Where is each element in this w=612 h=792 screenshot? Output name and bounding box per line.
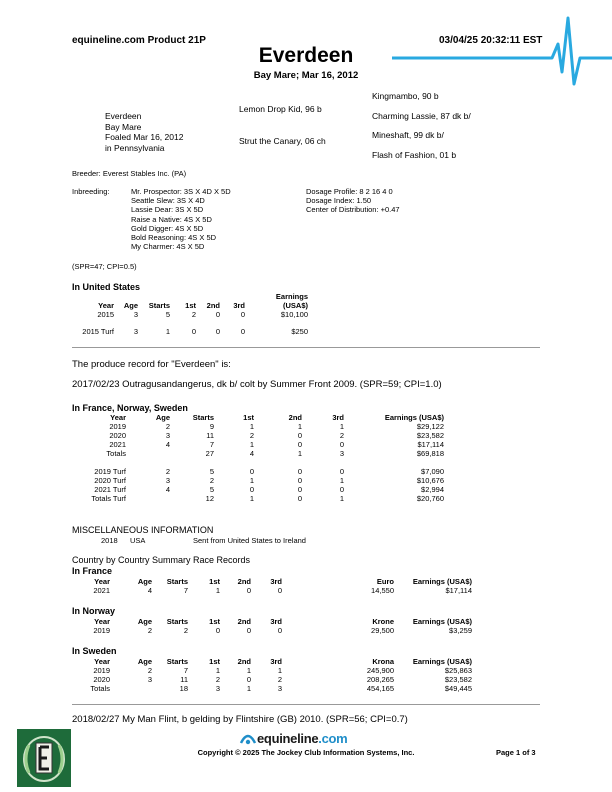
table-row	[86, 467, 444, 476]
table-cell: 4	[165, 485, 170, 494]
table-cell: 1	[246, 666, 251, 675]
table-cell: 0	[240, 327, 245, 336]
table-header-cell: Starts	[192, 413, 214, 422]
divider	[72, 347, 540, 348]
table-cell: 29,500	[371, 626, 394, 635]
table-cell: 2	[191, 310, 196, 319]
norway-table	[86, 617, 472, 635]
pedigree-sire-dam: Charming Lassie, 87 dk b/	[372, 111, 471, 121]
table-cell: $10,100	[280, 310, 308, 319]
table-cell: 1	[297, 449, 302, 458]
foal-line: 2017/02/23 Outragusandangerus, dk b/ colt by Summer Front 2009. (SPR=59; CPI=1.0)	[72, 379, 442, 390]
table-cell: 2020 Turf	[94, 476, 126, 485]
table-cell: 27	[205, 449, 214, 458]
table-cell: 2	[165, 467, 170, 476]
inbreeding-item: Mr. Prospector: 3S X 4D X 5D	[131, 187, 231, 196]
table-row	[86, 449, 444, 458]
table-cell: 2019	[93, 666, 110, 675]
table-header-cell: 1st	[209, 657, 220, 666]
col-age: Age	[123, 301, 138, 310]
sweden-table	[86, 657, 472, 693]
col-starts: Starts	[148, 301, 170, 310]
table-cell: 0	[297, 440, 302, 449]
subject-foaled: Foaled Mar 16, 2012	[105, 132, 184, 142]
table-cell: 0	[246, 675, 251, 684]
table-cell: 0	[297, 431, 302, 440]
table-header-cell: 2nd	[288, 413, 302, 422]
table-cell: 1	[277, 666, 282, 675]
table-header-cell: Age	[137, 577, 152, 586]
table-row	[86, 431, 444, 440]
table-cell: 3	[215, 684, 220, 693]
center-of-distribution: Center of Distribution: +0.47	[306, 205, 400, 215]
table-header-cell	[138, 292, 170, 301]
table-header-cell: Earnings (USA$)	[412, 617, 472, 626]
product-label: equineline.com Product 21P	[72, 35, 206, 46]
table-header-cell: 3rd	[270, 657, 282, 666]
inbreeding-item: Lassie Dear: 3S X 5D	[131, 205, 204, 215]
table-cell: 2021	[109, 440, 126, 449]
table-header	[86, 657, 472, 666]
table-cell: Totals	[106, 449, 126, 458]
table-cell: 5	[209, 485, 214, 494]
table-cell: 4	[147, 586, 152, 595]
table-cell: $250	[291, 327, 308, 336]
pedigree-dam: Strut the Canary, 06 ch	[239, 136, 326, 146]
table-cell: 11	[180, 675, 188, 684]
table-cell: 2019	[109, 422, 126, 431]
table-cell: 3	[165, 476, 170, 485]
table-header-cell: Krone	[372, 617, 394, 626]
table-cell: $17,114	[445, 586, 472, 595]
page-subtitle: Bay Mare; Mar 16, 2012	[253, 70, 359, 81]
table-cell: $2,994	[421, 485, 444, 494]
table-cell: 0	[297, 485, 302, 494]
table-cell: 2020	[93, 675, 110, 684]
page-title: Everdeen	[258, 44, 354, 67]
table-row	[86, 476, 444, 485]
table-cell: 1	[297, 422, 302, 431]
table-cell: 0	[297, 494, 302, 503]
equineline-logo	[257, 731, 347, 746]
table-cell: 0	[249, 467, 254, 476]
table-cell: 1	[339, 476, 344, 485]
table-row	[78, 327, 308, 336]
table-cell: 208,265	[366, 675, 394, 684]
spr-cpi: (SPR=47; CPI=0.5)	[72, 262, 137, 271]
table-cell: 18	[179, 684, 188, 693]
table-cell: 1	[249, 440, 254, 449]
misc-heading: MISCELLANEOUS INFORMATION	[72, 525, 214, 535]
table-header	[86, 617, 472, 626]
table-row	[86, 422, 444, 431]
inbreeding-item: Gold Digger: 4S X 5D	[131, 223, 204, 233]
table-cell: $3,259	[449, 626, 472, 635]
table-header-cell: 3rd	[270, 577, 282, 586]
subject-color-sex: Bay Mare	[105, 121, 142, 132]
table-header-cell	[114, 292, 138, 301]
table-header-cell: 3rd	[332, 413, 344, 422]
table-cell: 3	[339, 449, 344, 458]
table-cell: 2	[215, 675, 220, 684]
table-header-cell: 2nd	[237, 657, 251, 666]
table-row	[86, 626, 472, 635]
table-cell	[78, 319, 308, 327]
table-cell: 12	[205, 494, 214, 503]
table-cell: 2	[277, 675, 282, 684]
table-header-cell: Earnings (USA$)	[384, 413, 444, 422]
table-cell: 0	[297, 467, 302, 476]
table-row	[86, 586, 472, 595]
table-cell: 2015	[97, 310, 114, 319]
table-header-cell	[78, 292, 114, 301]
table-row	[86, 485, 444, 494]
table-cell: 1	[339, 494, 344, 503]
equineline-logo-icon	[239, 732, 257, 746]
table-cell: $69,818	[416, 449, 444, 458]
table-cell: 2	[249, 431, 254, 440]
table-cell: 3	[133, 310, 138, 319]
table-cell: 245,900	[366, 666, 394, 675]
pedigree-sire: Lemon Drop Kid, 96 b	[239, 104, 322, 114]
dosage-index: Dosage Index: 1.50	[306, 196, 372, 206]
france-heading: In France	[72, 566, 113, 576]
table-cell: 5	[209, 467, 214, 476]
table-header-cell	[170, 292, 196, 301]
table-header-cell: Starts	[166, 657, 188, 666]
table-cell: 2	[165, 422, 170, 431]
table-header-cell: Krona	[372, 657, 394, 666]
table-row	[86, 675, 472, 684]
table-header-cell: 3rd	[270, 617, 282, 626]
table-cell: 1	[249, 476, 254, 485]
pedigree-dam-sire: Mineshaft, 99 dk b/	[372, 130, 444, 140]
table-cell: 0	[339, 440, 344, 449]
table-cell: 1	[249, 422, 254, 431]
table-header-cell: Euro	[376, 577, 394, 586]
table-cell: 0	[215, 626, 220, 635]
produce-intro: The produce record for "Everdeen" is:	[72, 359, 231, 370]
table-header-cell: 1st	[209, 577, 220, 586]
table-cell	[86, 458, 444, 467]
table-cell: 2	[147, 626, 152, 635]
table-cell: 2019	[93, 626, 110, 635]
table-cell: 2	[147, 666, 152, 675]
breeder: Breeder: Everest Stables Inc. (PA)	[72, 169, 187, 178]
table-cell: 0	[297, 476, 302, 485]
inbreeding-list	[131, 187, 231, 251]
table-cell: 2015 Turf	[82, 327, 114, 336]
table-cell: 0	[277, 626, 282, 635]
table-header-cell: Age	[155, 413, 170, 422]
table-cell	[126, 494, 170, 503]
table-row	[86, 666, 472, 675]
table-header-cell: Age	[137, 657, 152, 666]
inbreeding-label: Inbreeding:	[72, 187, 110, 196]
table-cell: $20,760	[416, 494, 444, 503]
region-heading: In France, Norway, Sweden	[72, 403, 188, 413]
timestamp: 03/04/25 20:32:11 EST	[439, 35, 543, 46]
table-cell: 1	[246, 684, 251, 693]
table-cell: $17,114	[417, 440, 444, 449]
table-header-cell: 2nd	[237, 577, 251, 586]
table-cell: 2	[339, 431, 344, 440]
table-cell: 2020	[109, 431, 126, 440]
table-header-cell	[196, 292, 220, 301]
pedigree-dam-dam: Flash of Fashion, 01 b	[372, 150, 457, 160]
table-cell: 7	[209, 440, 214, 449]
table-cell: $23,582	[444, 675, 472, 684]
table-cell: $23,582	[416, 431, 444, 440]
table-cell: 0	[246, 586, 251, 595]
norway-heading: In Norway	[72, 606, 116, 616]
table-cell	[126, 449, 170, 458]
foal-line: 2018/02/27 My Man Flint, b gelding by Flintshire (GB) 2010. (SPR=56; CPI=0.7)	[72, 714, 408, 725]
copyright: Copyright © 2025 The Jockey Club Information Systems, Inc.	[197, 748, 415, 757]
table-cell: 7	[183, 586, 188, 595]
table-header-cell: 1st	[243, 413, 254, 422]
table-row	[86, 494, 444, 503]
col-2nd: 2nd	[206, 301, 220, 310]
divider	[72, 704, 540, 705]
logo-com-text: .com	[318, 731, 348, 746]
col-year: Year	[98, 301, 114, 310]
table-header-cell	[220, 292, 245, 301]
table-cell: 0	[339, 485, 344, 494]
table-header-cell: Year	[94, 577, 110, 586]
table-cell: 7	[183, 666, 188, 675]
table-cell: Totals	[90, 684, 110, 693]
sweden-heading: In Sweden	[72, 646, 117, 656]
table-cell: $49,445	[444, 684, 472, 693]
table-header	[78, 301, 308, 310]
country-summary-heading: Country by Country Summary Race Records	[72, 555, 251, 565]
table-cell: 2	[183, 626, 188, 635]
table-cell: 0	[246, 626, 251, 635]
table-cell: 4	[165, 440, 170, 449]
table-cell: 0	[240, 310, 245, 319]
table-header	[86, 413, 444, 422]
table-header-cell: Earnings (USA$)	[412, 657, 472, 666]
table-header-cell: Year	[110, 413, 126, 422]
us-record-heading: In United States	[72, 282, 141, 292]
misc-country: USA	[130, 536, 146, 545]
page-number: Page 1 of 3	[496, 748, 536, 757]
logo-main-text: equineline	[257, 731, 319, 746]
pedigree-sire-sire: Kingmambo, 90 b	[372, 91, 439, 101]
table-header-cell: Year	[94, 657, 110, 666]
table-cell: $29,122	[416, 422, 444, 431]
table-cell: 4	[249, 449, 254, 458]
table-cell: 2021 Turf	[94, 485, 126, 494]
subject-birthplace: in Pennsylvania	[105, 142, 165, 153]
table-cell: 1	[339, 422, 344, 431]
table-cell: 454,165	[366, 684, 394, 693]
table-header-cell: 1st	[209, 617, 220, 626]
dosage-profile: Dosage Profile: 8 2 16 4 0	[306, 187, 393, 196]
table-cell: 0	[191, 327, 196, 336]
subject-name: Everdeen	[105, 111, 142, 121]
pedigree-subject	[105, 111, 183, 153]
table-header-cell: Year	[94, 617, 110, 626]
us-record-table	[78, 292, 308, 336]
inbreeding-item: Seattle Slew: 3S X 4D	[131, 196, 205, 206]
table-cell: Totals Turf	[91, 494, 126, 503]
table-row	[78, 310, 308, 319]
table-cell: 3	[133, 327, 138, 336]
table-cell: 1	[165, 327, 170, 336]
inbreeding-item: My Charmer: 4S X 5D	[131, 242, 205, 252]
col-earnings: (USA$)	[282, 301, 308, 310]
table-cell: $7,090	[421, 467, 444, 476]
table-cell: 11	[206, 431, 214, 440]
table-header	[86, 577, 472, 586]
table-cell: 5	[165, 310, 170, 319]
table-row	[86, 440, 444, 449]
table-cell: $25,863	[444, 666, 472, 675]
foal-record-table	[86, 413, 444, 503]
table-cell: 9	[209, 422, 214, 431]
table-cell: 0	[215, 327, 220, 336]
table-cell: 0	[215, 310, 220, 319]
col-1st: 1st	[185, 301, 196, 310]
table-cell: 0	[277, 586, 282, 595]
equineline-badge-icon	[17, 729, 71, 787]
table-header-cell: 2nd	[237, 617, 251, 626]
table-cell: 1	[215, 666, 220, 675]
table-cell: 0	[249, 485, 254, 494]
table-header-cell: Starts	[166, 617, 188, 626]
table-cell: 3	[147, 675, 152, 684]
table-cell: 3	[165, 431, 170, 440]
table-header-cell: Age	[137, 617, 152, 626]
table-cell: 1	[249, 494, 254, 503]
inbreeding-item: Bold Reasoning: 4S X 5D	[131, 233, 217, 243]
france-table	[86, 577, 472, 595]
inbreeding-item: Raise a Native: 4S X 5D	[131, 214, 212, 224]
table-cell: 14,550	[371, 586, 394, 595]
table-cell: 2	[209, 476, 214, 485]
table-header-cell: Earnings (USA$)	[412, 577, 472, 586]
table-cell: 3	[277, 684, 282, 693]
table-row	[86, 684, 472, 693]
misc-note: Sent from United States to Ireland	[193, 536, 306, 545]
col-3rd: 3rd	[233, 301, 245, 310]
table-cell: 0	[339, 467, 344, 476]
table-cell: 2021	[93, 586, 110, 595]
dosage-info	[306, 187, 400, 215]
earnings-head: Earnings	[275, 292, 308, 301]
table-cell	[110, 684, 152, 693]
misc-year: 2018	[101, 536, 118, 545]
table-cell: 1	[215, 586, 220, 595]
table-cell: 2019 Turf	[94, 467, 126, 476]
table-header-cell: Starts	[166, 577, 188, 586]
table-cell: $10,676	[416, 476, 444, 485]
